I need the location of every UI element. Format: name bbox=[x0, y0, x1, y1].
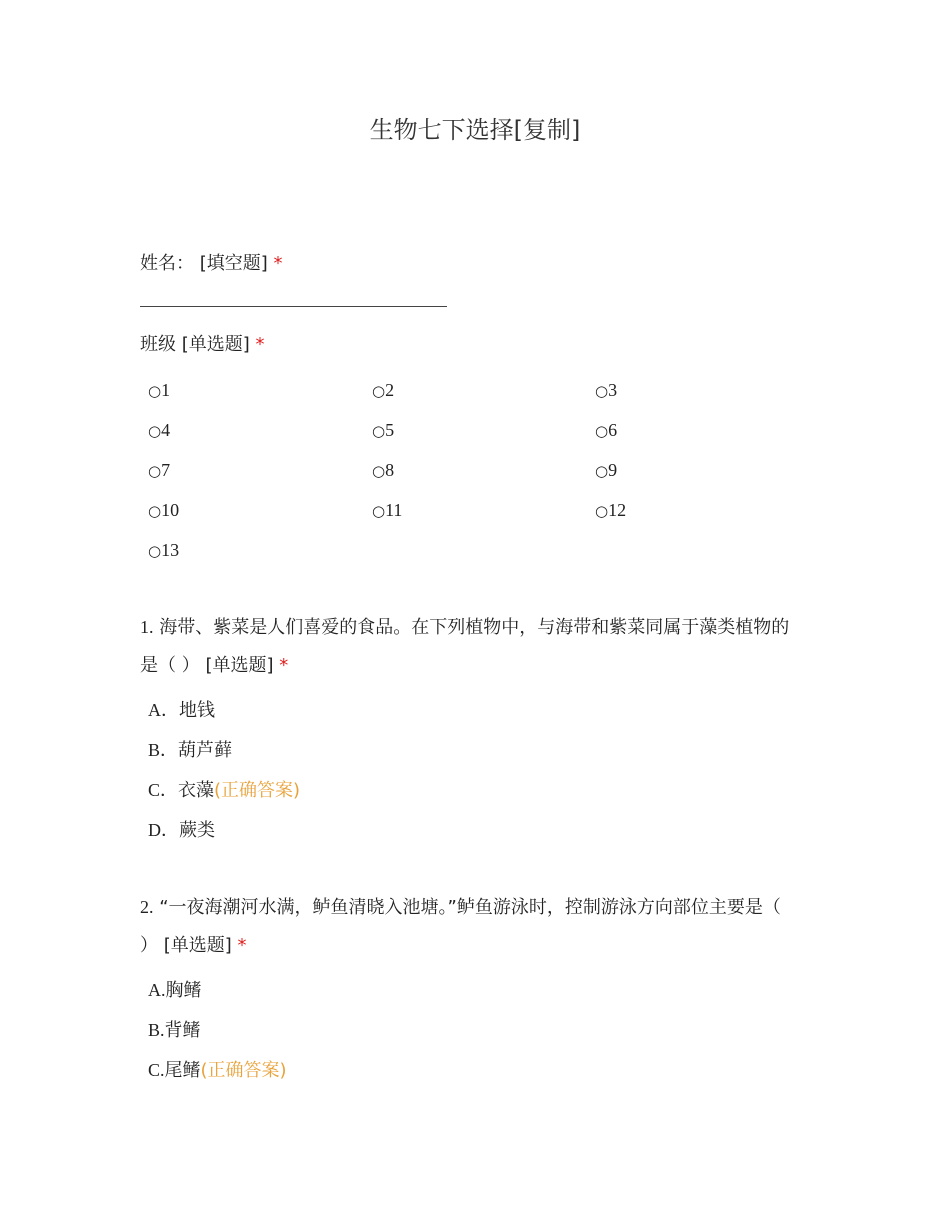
question-2-text bbox=[140, 888, 820, 965]
class-option-6[interactable] bbox=[595, 418, 617, 443]
radio-icon: ○ bbox=[372, 382, 386, 400]
option-label: 4 bbox=[161, 420, 171, 440]
class-option-8[interactable] bbox=[372, 458, 394, 483]
class-option-13[interactable] bbox=[148, 538, 179, 563]
class-option-7[interactable] bbox=[148, 458, 170, 483]
question-2-option-a[interactable] bbox=[148, 978, 202, 1003]
radio-icon: ○ bbox=[595, 382, 609, 400]
question-stem-cont: 是（ ） bbox=[140, 655, 200, 676]
option-text: 尾鳍 bbox=[164, 1060, 201, 1081]
option-label: 11 bbox=[385, 500, 403, 520]
class-option-12[interactable] bbox=[595, 498, 626, 523]
question-1-line1 bbox=[140, 608, 820, 647]
question-1-text bbox=[140, 608, 820, 685]
radio-icon: ○ bbox=[595, 462, 609, 480]
required-mark: * bbox=[279, 655, 289, 676]
option-letter: B． bbox=[148, 740, 179, 760]
question-1-option-b[interactable] bbox=[148, 738, 232, 763]
option-label: 10 bbox=[161, 500, 180, 520]
option-letter: A. bbox=[148, 980, 166, 1000]
question-number: 1. bbox=[140, 617, 154, 637]
option-label: 13 bbox=[161, 540, 180, 560]
name-question-label: 姓名： bbox=[140, 253, 194, 274]
radio-icon: ○ bbox=[595, 422, 609, 440]
radio-icon: ○ bbox=[148, 382, 162, 400]
class-option-3[interactable] bbox=[595, 378, 617, 403]
option-text: 衣藻 bbox=[178, 780, 215, 801]
question-1-option-c[interactable] bbox=[148, 778, 300, 803]
radio-icon: ○ bbox=[372, 502, 386, 520]
question-1-option-d[interactable] bbox=[148, 818, 215, 843]
option-label: 2 bbox=[385, 380, 395, 400]
option-label: 12 bbox=[608, 500, 627, 520]
class-option-5[interactable] bbox=[372, 418, 394, 443]
name-question bbox=[140, 245, 820, 283]
radio-icon: ○ bbox=[148, 422, 162, 440]
option-text: 背鳍 bbox=[164, 1020, 201, 1041]
class-option-9[interactable] bbox=[595, 458, 617, 483]
class-option-11[interactable] bbox=[372, 498, 402, 523]
question-2-line1 bbox=[140, 888, 820, 927]
radio-icon: ○ bbox=[148, 462, 162, 480]
option-label: 5 bbox=[385, 420, 395, 440]
radio-icon: ○ bbox=[372, 422, 386, 440]
option-label: 3 bbox=[608, 380, 618, 400]
option-label: 1 bbox=[161, 380, 171, 400]
class-question-label: 班级 bbox=[140, 334, 176, 355]
question-stem: 海带、紫菜是人们喜爱的食品。在下列植物中，与海带和紫菜同属于藻类植物的 bbox=[159, 617, 790, 638]
question-stem: “一夜海潮河水满，鲈鱼清晓入池塘。”鲈鱼游泳时，控制游泳方向部位主要是（ bbox=[159, 897, 781, 918]
question-2-option-c[interactable] bbox=[148, 1058, 287, 1083]
radio-icon: ○ bbox=[148, 542, 162, 560]
radio-icon: ○ bbox=[595, 502, 609, 520]
option-label: 6 bbox=[608, 420, 618, 440]
class-option-4[interactable] bbox=[148, 418, 170, 443]
question-type-tag: [单选题] bbox=[205, 655, 274, 676]
option-text: 地钱 bbox=[179, 700, 215, 721]
question-number: 2. bbox=[140, 897, 154, 917]
option-label: 7 bbox=[161, 460, 171, 480]
name-fill-blank[interactable] bbox=[140, 306, 447, 307]
question-type-tag: [单选题] bbox=[163, 935, 232, 956]
question-1-option-a[interactable] bbox=[148, 698, 215, 723]
option-text: 蕨类 bbox=[179, 820, 215, 841]
correct-answer-note: (正确答案) bbox=[214, 780, 301, 801]
question-type-tag: [单选题] bbox=[181, 334, 250, 355]
class-option-10[interactable] bbox=[148, 498, 179, 523]
radio-icon: ○ bbox=[148, 502, 162, 520]
option-label: 8 bbox=[385, 460, 395, 480]
question-2-line2 bbox=[140, 927, 820, 965]
question-type-tag: [填空题] bbox=[199, 253, 268, 274]
option-text: 葫芦藓 bbox=[178, 740, 233, 761]
option-letter: C. bbox=[148, 1060, 165, 1080]
class-option-1[interactable] bbox=[148, 378, 170, 403]
option-label: 9 bbox=[608, 460, 618, 480]
class-question bbox=[140, 326, 820, 364]
option-letter: C． bbox=[148, 780, 179, 800]
correct-answer-note: (正确答案) bbox=[200, 1060, 287, 1081]
required-mark: * bbox=[255, 334, 265, 355]
option-letter: A． bbox=[148, 700, 179, 720]
option-text: 胸鳍 bbox=[165, 980, 202, 1001]
question-2-option-b[interactable] bbox=[148, 1018, 201, 1043]
required-mark: * bbox=[273, 253, 283, 274]
radio-icon: ○ bbox=[372, 462, 386, 480]
page-title: 生物七下选择[复制] bbox=[369, 116, 581, 144]
option-letter: D． bbox=[148, 820, 179, 840]
question-stem-cont: ） bbox=[140, 935, 158, 956]
option-letter: B. bbox=[148, 1020, 165, 1040]
class-option-2[interactable] bbox=[372, 378, 394, 403]
question-1-line2 bbox=[140, 647, 820, 685]
required-mark: * bbox=[237, 935, 247, 956]
